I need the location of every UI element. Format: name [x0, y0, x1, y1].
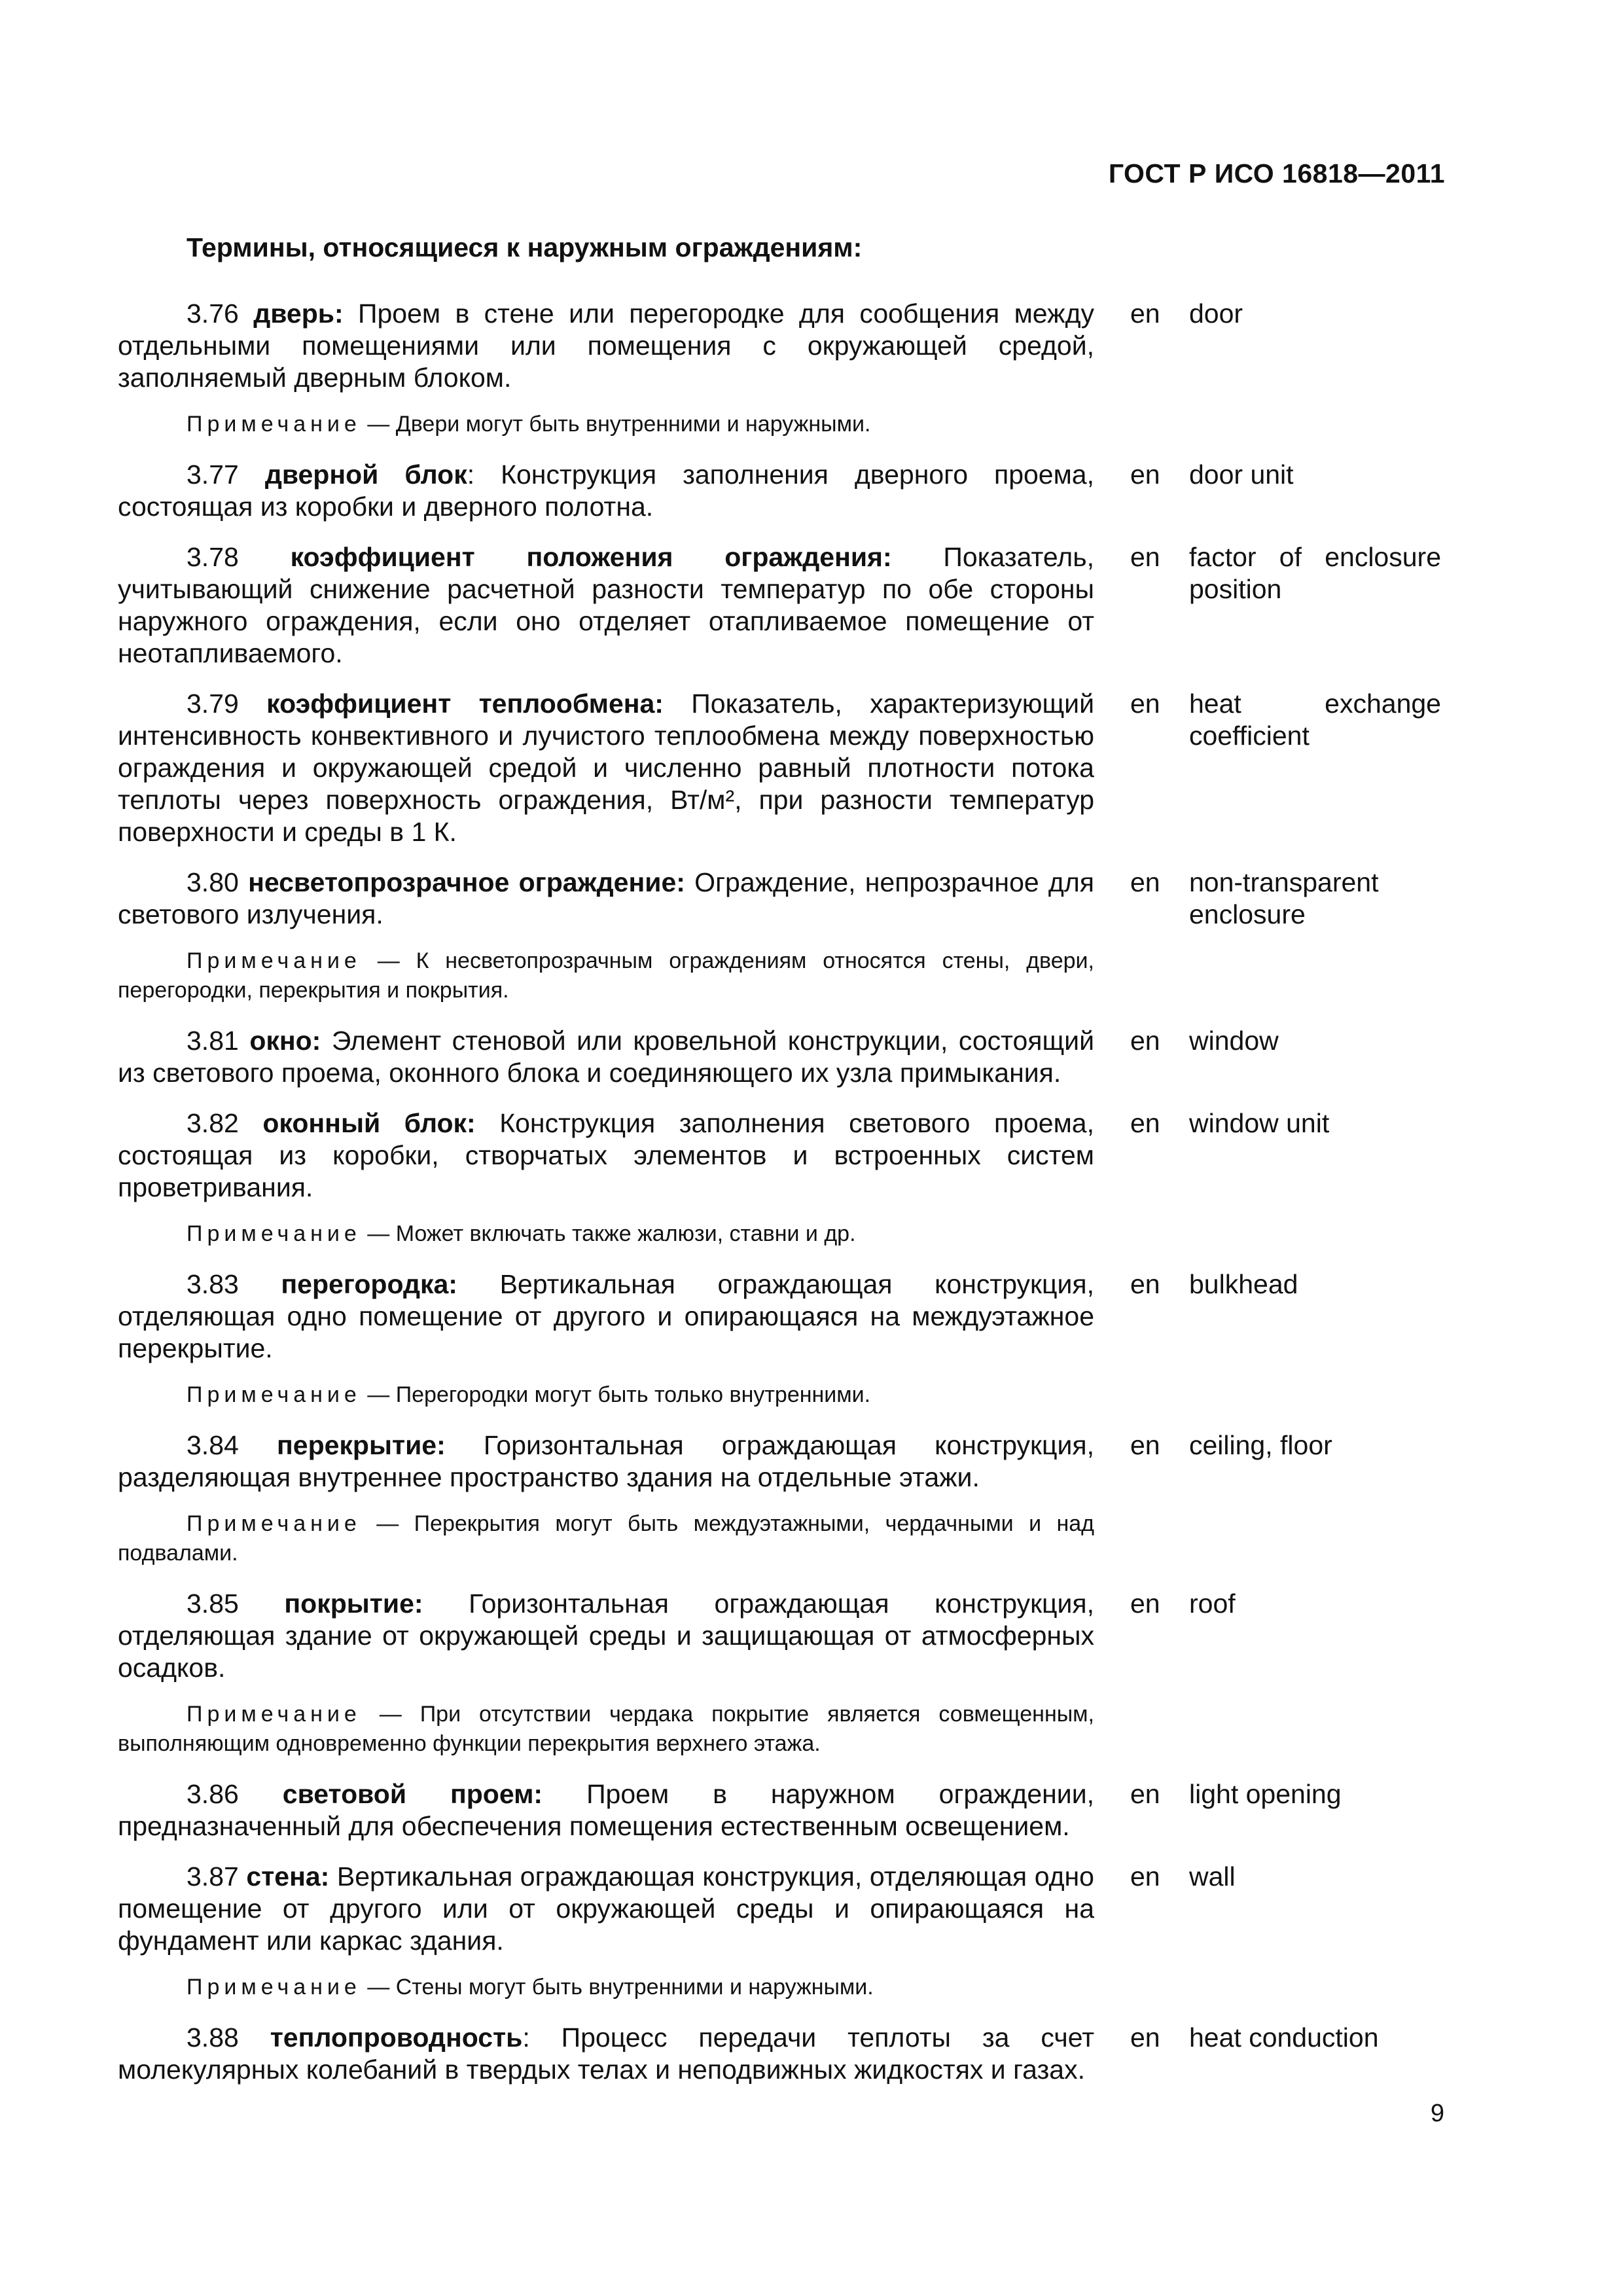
definition-text: Проем в стене или перегородке для сообщения между отдельными помещениями или помещения с окружающей средой, заполняемый дверным блоком. [118, 298, 1094, 393]
term-entry [118, 298, 1446, 394]
term-name: световой проем: [282, 1779, 543, 1809]
term-number: 3.83 [187, 1269, 239, 1299]
term-number: 3.80 [187, 867, 239, 897]
english-term: roof [1189, 1588, 1236, 1619]
term-definition [118, 1861, 1094, 1957]
term-name: стена: [246, 1861, 330, 1892]
term-name: дверь: [253, 298, 344, 329]
language-code: en [1130, 542, 1160, 572]
translation [1130, 459, 1441, 491]
note [118, 1700, 1094, 1759]
term-name: несветопрозрачное ограждение: [248, 867, 685, 897]
language-code: en [1130, 689, 1160, 719]
definition-text: Показатель, характеризующий интенсивность конвективного и лучистого теплообмена между поверхностью ограждения и окружающей средой и численно равный плотности потока теплоты через поверхность ограждения, Вт/м², при разности температур поверхности и среды в 1 К. [118, 689, 1094, 847]
english-term: door [1189, 298, 1243, 329]
english-term: wall [1189, 1861, 1236, 1892]
english-term: bulkhead [1189, 1269, 1298, 1299]
translation [1130, 541, 1441, 605]
note-text: — Перегородки могут быть только внутренними. [367, 1382, 871, 1407]
term-definition [118, 867, 1094, 931]
translation [1130, 1107, 1441, 1139]
term-entry [118, 1778, 1446, 1842]
term-entry [118, 1588, 1446, 1684]
translation [1130, 298, 1441, 330]
english-term: ceiling, floor [1189, 1430, 1332, 1460]
term-definition [118, 1588, 1094, 1684]
term-number: 3.82 [187, 1108, 239, 1138]
term-entry [118, 541, 1446, 670]
term-number: 3.84 [187, 1430, 239, 1460]
language-code: en [1130, 867, 1160, 897]
term-name: теплопроводность [270, 2022, 523, 2053]
definition-text: Вертикальная ограждающая конструкция, отделяющая одно помещение от другого или от окружающей среды и опирающаяся на фундамент или каркас здания. [118, 1861, 1094, 1956]
term-number: 3.81 [187, 1026, 239, 1056]
term-name: перегородка: [281, 1269, 457, 1299]
term-number: 3.78 [187, 542, 239, 572]
translation [1130, 1861, 1441, 1893]
definition-text: Конструкция заполнения светового проема, состоящая из коробки, створчатых элементов и встроенных систем проветривания. [118, 1108, 1094, 1202]
term-name: покрытие: [284, 1588, 423, 1619]
translation [1130, 1588, 1441, 1620]
language-code: en [1130, 1861, 1160, 1892]
definition-text: Показатель, учитывающий снижение расчетной разности температур по обе стороны наружного ограждения, если оно отделяет отапливаемое помещение от неотапливаемого. [118, 542, 1094, 668]
note [118, 1380, 1094, 1410]
definition-text: Вертикальная ограждающая конструкция, отделяющая одно помещение от другого и опирающаяся на междуэтажное перекрытие. [118, 1269, 1094, 1363]
note-label: Примечание [187, 1702, 361, 1727]
term-entry [118, 1268, 1446, 1365]
term-definition [118, 688, 1094, 848]
language-code: en [1130, 1269, 1160, 1299]
term-name: окно: [249, 1026, 321, 1056]
note-text: — Перекрытия могут быть междуэтажными, чердачными и над подвалами. [118, 1511, 1094, 1566]
page-number: 9 [1430, 2100, 1444, 2127]
term-number: 3.76 [187, 298, 239, 329]
term-name: оконный блок: [262, 1108, 476, 1138]
term-entry [118, 1861, 1446, 1957]
note-text: — Двери могут быть внутренними и наружными. [367, 412, 871, 437]
note-label: Примечание [187, 1511, 361, 1536]
term-entry [118, 1025, 1446, 1089]
term-name: коэффициент положения ограждения: [290, 542, 892, 572]
term-number: 3.77 [187, 459, 239, 490]
language-code: en [1130, 1779, 1160, 1809]
term-name: дверной блок [264, 459, 467, 490]
note [118, 410, 1094, 439]
term-entry [118, 1107, 1446, 1204]
term-definition [118, 1107, 1094, 1204]
standard-code-header: ГОСТ Р ИСО 16818—2011 [1108, 158, 1445, 188]
term-number: 3.85 [187, 1588, 239, 1619]
term-definition [118, 1778, 1094, 1842]
note-label: Примечание [187, 1382, 361, 1407]
english-term: light opening [1189, 1779, 1342, 1809]
term-definition [118, 1025, 1094, 1089]
term-definition [118, 298, 1094, 394]
language-code: en [1130, 1026, 1160, 1056]
note-text: — Может включать также жалюзи, ставни и др. [367, 1221, 856, 1246]
language-code: en [1130, 1108, 1160, 1138]
definition-text: Горизонтальная ограждающая конструкция, разделяющая внутреннее пространство здания на отдельные этажи. [118, 1430, 1094, 1492]
term-number: 3.79 [187, 689, 239, 719]
english-term: heat exchange coefficient [1189, 689, 1441, 751]
language-code: en [1130, 1430, 1160, 1460]
note-label: Примечание [187, 1221, 361, 1246]
note-text: — К несветопрозрачным ограждениям относятся стены, двери, перегородки, перекрытия и покрытия. [118, 948, 1094, 1003]
note [118, 1219, 1094, 1249]
english-term: door unit [1189, 459, 1294, 490]
note [118, 1509, 1094, 1568]
terms-list [118, 298, 1446, 2104]
translation [1130, 1025, 1441, 1057]
english-term: factor of enclosure position [1189, 542, 1441, 604]
definition-text: Проем в наружном ограждении, предназначенный для обеспечения помещения естественным освещением. [118, 1779, 1094, 1841]
english-term: non-transparent enclosure [1189, 867, 1379, 929]
translation [1130, 867, 1441, 931]
term-definition [118, 1429, 1094, 1494]
term-entry [118, 2022, 1446, 2086]
english-term: heat conduction [1189, 2022, 1379, 2053]
term-entry [118, 867, 1446, 931]
english-term: window [1189, 1026, 1279, 1056]
note-label: Примечание [187, 1975, 361, 2000]
term-entry [118, 1429, 1446, 1494]
note-label: Примечание [187, 412, 361, 437]
definition-text: : Конструкция заполнения дверного проема, состоящая из коробки и дверного полотна. [118, 459, 1094, 522]
definition-text: Горизонтальная ограждающая конструкция, отделяющая здание от окружающей среды и защищающая от атмосферных осадков. [118, 1588, 1094, 1683]
translation [1130, 688, 1441, 752]
translation [1130, 1268, 1441, 1300]
section-title: Термины, относящиеся к наружным ограждениям: [187, 232, 863, 262]
term-definition [118, 2022, 1094, 2086]
english-term: window unit [1189, 1108, 1330, 1138]
note-label: Примечание [187, 948, 361, 973]
note [118, 946, 1094, 1005]
term-definition [118, 541, 1094, 670]
term-number: 3.86 [187, 1779, 239, 1809]
language-code: en [1130, 1588, 1160, 1619]
definition-text: : Процесс передачи теплоты за счет молекулярных колебаний в твердых телах и неподвижных жидкостях и газах. [118, 2022, 1094, 2085]
term-name: коэффициент теплообмена: [266, 689, 664, 719]
term-name: перекрытие: [277, 1430, 446, 1460]
definition-text: Элемент стеновой или кровельной конструкции, состоящий из светового проема, оконного блока и соединяющего их узла примыкания. [118, 1026, 1094, 1088]
definition-text: Ограждение, непрозрачное для светового излучения. [118, 867, 1094, 929]
note [118, 1973, 1094, 2002]
translation [1130, 1778, 1441, 1810]
term-definition [118, 1268, 1094, 1365]
note-text: — Стены могут быть внутренними и наружными. [367, 1975, 874, 2000]
term-entry [118, 688, 1446, 848]
language-code: en [1130, 459, 1160, 490]
term-definition [118, 459, 1094, 523]
translation [1130, 1429, 1441, 1462]
term-number: 3.88 [187, 2022, 239, 2053]
translation [1130, 2022, 1441, 2054]
language-code: en [1130, 298, 1160, 329]
language-code: en [1130, 2022, 1160, 2053]
term-number: 3.87 [187, 1861, 239, 1892]
term-entry [118, 459, 1446, 523]
note-text: — При отсутствии чердака покрытие является совмещенным, выполняющим одновременно функции перекрытия верхнего этажа. [118, 1702, 1094, 1756]
